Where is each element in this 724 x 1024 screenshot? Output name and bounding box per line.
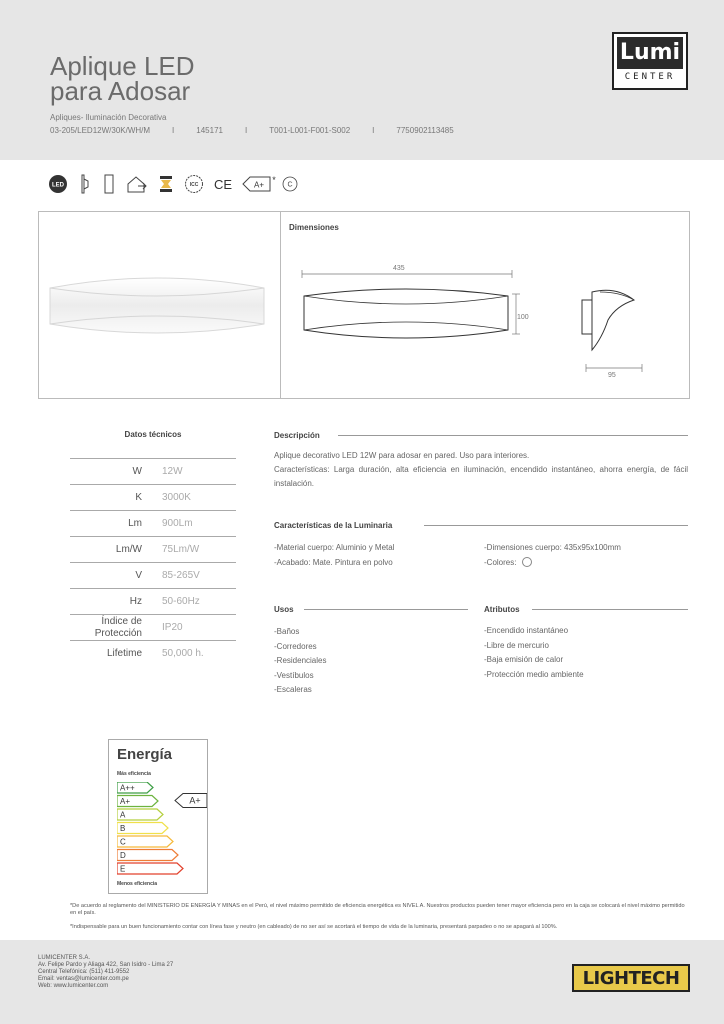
section-rule: [424, 525, 688, 526]
spec-value: 85-265V: [162, 570, 200, 581]
light-beam-icon: [158, 175, 174, 198]
product-codes: [50, 126, 476, 135]
dimension-drawings: [296, 262, 676, 382]
svg-text:LED: LED: [52, 182, 64, 188]
feature-icons: [48, 174, 308, 198]
lightech-wordmark: LIGHTECH: [582, 968, 680, 989]
spec-key: Lm/W: [115, 544, 142, 555]
list-item: -Encendido instantáneo: [484, 626, 569, 635]
company-name: LUMICENTER S.A.: [38, 955, 91, 961]
product-ref-code: T001-L001-F001-S002: [269, 126, 351, 135]
logo-word-lumi: Lumi: [617, 37, 683, 69]
company-phone: Central Telefónica: (511) 411-9552: [38, 969, 130, 975]
atributos-list: [484, 624, 584, 682]
spec-value: 75Lm/W: [162, 544, 200, 555]
spec-value: 3000K: [162, 492, 191, 503]
product-model-code: 03-205/LED12W/30K/WH/M: [50, 126, 151, 135]
logo-word-center: CENTER: [624, 72, 676, 82]
energy-label: [108, 739, 208, 894]
spec-value: IP20: [162, 622, 183, 633]
svg-text:*: *: [272, 174, 276, 185]
usos-list: [274, 625, 326, 698]
spec-row-lifetime: [70, 640, 236, 666]
energy-class-arrow: [117, 863, 183, 874]
spec-key: Lifetime: [106, 648, 142, 659]
dimension-height: 100: [517, 314, 529, 321]
dimensions-title: Dimensiones: [289, 223, 339, 232]
atributos-title: Atributos: [484, 605, 520, 614]
title-line-2: para Adosar: [50, 76, 191, 106]
section-rule: [338, 435, 688, 436]
title-line-1: Aplique LED: [50, 51, 195, 81]
spec-row-efficacy: [70, 536, 236, 562]
code-separator: I: [244, 126, 248, 135]
usos-title: Usos: [274, 605, 294, 614]
svg-text:C: C: [287, 181, 293, 188]
white-color-swatch: [522, 557, 532, 567]
lightech-logo: [572, 964, 690, 992]
spec-key: Hz: [129, 596, 142, 607]
lumicenter-logo: [612, 32, 688, 90]
list-item: -Vestíbulos: [274, 670, 314, 680]
spec-row-kelvin: [70, 484, 236, 510]
indoor-icon: [102, 173, 116, 200]
product-photo: [44, 270, 270, 340]
list-item: -Acabado: Mate. Pintura en polvo: [274, 557, 393, 567]
svg-text:ICC: ICC: [189, 181, 199, 188]
energy-class-arrow: [117, 850, 178, 861]
caracteristicas-left: [274, 541, 395, 570]
code-separator: I: [372, 126, 375, 135]
caracteristicas-right: [484, 541, 621, 570]
list-item: -Corredores: [274, 641, 317, 651]
datos-tecnicos-title: Datos técnicos: [124, 430, 182, 439]
section-rule: [304, 609, 468, 610]
energy-class-label: B: [120, 824, 126, 833]
company-email[interactable]: Email: ventas@lumicenter.com.pe: [38, 976, 129, 982]
descripcion-line-1: Aplique decorativo LED 12W para adosar en pared. Uso para interiores.: [274, 451, 530, 460]
energy-class-icon: [242, 175, 278, 198]
list-item: -Baños: [274, 627, 300, 636]
spec-key: Lm: [128, 518, 142, 529]
spec-row-protection: [70, 614, 236, 640]
led-badge-icon: [48, 174, 68, 199]
code-separator: I: [172, 126, 175, 135]
energy-title: Energía: [117, 746, 173, 763]
caracteristicas-title: Características de la Luminaria: [274, 521, 393, 530]
dimension-width: 435: [393, 265, 405, 272]
spec-row-frequency: [70, 588, 236, 614]
spec-key: Índice de Protección: [94, 616, 142, 639]
spec-value: 12W: [162, 466, 183, 477]
list-item: -Protección medio ambiente: [484, 669, 584, 679]
wall-mount-icon: [78, 173, 92, 200]
dimension-depth: 95: [608, 372, 616, 379]
spec-table: [70, 458, 236, 666]
footnote-regulation: *De acuerdo al reglamento del MINISTERIO DE ENERGÍA Y MINAS en el Perú, el nivel máximo permitido de eficiencia energética es NIVEL A. Nuestros productos pueden tener mayor eficiencia pero en la caja se colocará el nivel máximo permitido en el país.: [70, 903, 685, 916]
list-item: -Dimensiones cuerpo: 435x95x100mm: [484, 543, 621, 552]
product-category: Apliques- Iluminación Decorativa: [50, 113, 167, 122]
icc-seal-icon: [184, 174, 204, 199]
install-icon: [126, 174, 148, 199]
frame-divider: [280, 212, 281, 398]
spec-key: W: [132, 466, 142, 477]
company-info: [38, 955, 173, 990]
energy-class-label: C: [120, 837, 126, 847]
svg-text:A+: A+: [253, 180, 265, 189]
descripcion-line-2: Características: Larga duración, alta eficiencia en iluminación, encendido instantáneo, ahorra energía, de fácil instalación.: [274, 465, 688, 488]
list-item: -Residenciales: [274, 656, 327, 665]
section-rule: [532, 609, 688, 610]
list-item: [484, 556, 621, 571]
svg-text:CE: CE: [214, 176, 232, 192]
energy-class-label: A: [120, 810, 126, 820]
product-title: [50, 51, 195, 106]
spec-row-watts: [70, 458, 236, 484]
product-barcode: 7750902113485: [396, 126, 454, 135]
energy-less-label: Menos eficiencia: [117, 881, 158, 887]
energy-rating-label: A+: [189, 795, 201, 806]
spec-row-lumens: [70, 510, 236, 536]
ce-mark-icon: [214, 176, 232, 197]
energy-class-label: A++: [120, 783, 135, 793]
list-item: -Libre de mercurio: [484, 640, 549, 650]
list-item: -Escaleras: [274, 685, 312, 694]
spec-key: K: [135, 492, 142, 503]
copyright-icon: [282, 176, 298, 197]
company-address: Av. Felipe Pardo y Aliaga 422, San Isidro - Lima 27: [38, 962, 174, 968]
list-item: -Material cuerpo: Aluminio y Metal: [274, 543, 395, 552]
energy-class-label: A+: [120, 797, 131, 806]
spec-value: 50-60Hz: [162, 596, 200, 607]
spec-value: 900Lm: [162, 518, 193, 529]
company-web[interactable]: Web: www.lumicenter.com: [38, 983, 109, 989]
spec-key: V: [135, 570, 142, 581]
spec-row-voltage: [70, 562, 236, 588]
descripcion-title: Descripción: [274, 431, 320, 440]
colors-label: -Colores:: [484, 557, 517, 567]
energy-scale: [117, 782, 207, 878]
energy-class-label: D: [120, 851, 126, 860]
spec-value: 50,000 h.: [162, 648, 204, 659]
energy-more-label: Más eficiencia: [117, 771, 151, 777]
footnote-wiring: *Indispensable para un buen funcionamiento contar con línea fase y neutro (en cableado) de no ser así se acortará el tiempo de vida de la luminaria, presentará parpadeo o no se apagará al 100%.: [70, 924, 558, 930]
energy-class-label: E: [120, 864, 126, 874]
list-item: -Baja emisión de calor: [484, 655, 564, 664]
product-sku: 145171: [196, 126, 223, 135]
